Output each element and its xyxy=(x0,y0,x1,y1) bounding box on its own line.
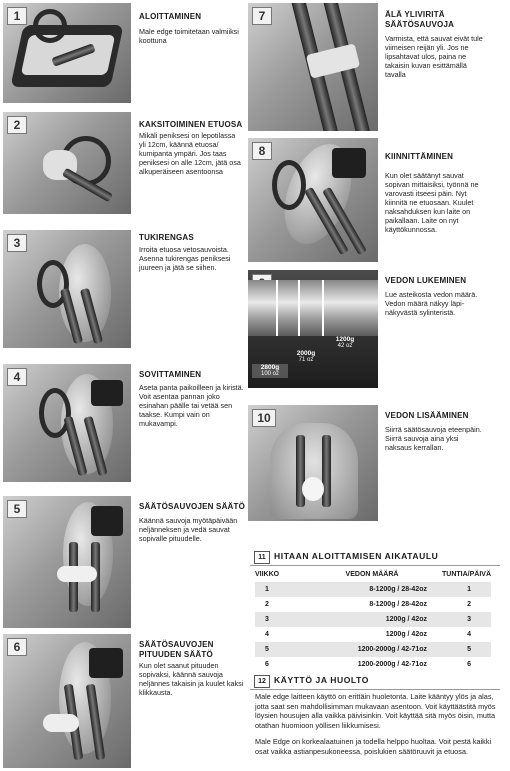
table-row: 4 1200g / 42oz 4 xyxy=(265,631,471,638)
care-title: KÄYTTÖ JA HUOLTO xyxy=(274,675,369,685)
section-number: 12 xyxy=(254,675,270,688)
step-number: 1 xyxy=(7,7,27,25)
care-paragraph-1: Male edge laitteen käyttö on erittäin huoletonta. Laite kääntyy ylös ja alas, jotta saat sen mahdollisimman mukavaan asentoon. Voit käyttäästitä myös löysien housujen alla vaikka päivisinkin. Voit käyttää sitä myös öisin, mutta otathan huomioon yöllisen liikkumisesi. xyxy=(255,692,496,730)
table-row: 2 8-1200g / 28-42oz 2 xyxy=(265,601,471,608)
divider xyxy=(250,565,500,566)
step-8-text: Kun olet säätänyt sauvat sopivan mittaisiksi, työnnä ne varovasti itseesi päin. Nyt kiinnitä ne etuosaan. Kuulet naksahduksen kun laite on paikallaan. Laite on nyt käyttökunnossa. xyxy=(385,171,479,234)
divider xyxy=(250,689,500,690)
step-6-title: SÄÄTÖSAUVOJEN PITUUDEN SÄÄTÖ xyxy=(139,640,214,659)
gauge-label-1200: 1200g 42 oz xyxy=(335,336,355,349)
header-week: VIIKKO xyxy=(255,571,280,578)
step-number: 6 xyxy=(7,638,27,656)
gauge-label-2000: 2000g 71 oz xyxy=(296,350,316,363)
schedule-title: HITAAN ALOITTAMISEN AIKATAULU xyxy=(274,551,439,561)
step-5-title: SÄÄTÖSAUVOJEN SÄÄTÖ xyxy=(139,502,246,511)
step-5-photo xyxy=(3,496,131,628)
step-3-title: TUKIRENGAS xyxy=(139,233,194,242)
step-4-text: Aseta panta paikoilleen ja kiristä. Voit asentaa pannan joko esinahan päälle tai vetää sen taakse. Kumpi vain on mukavampi. xyxy=(139,383,244,428)
step-7-text: Varmista, että sauvat eivät tule viimeisen reijän yli. Jos ne lipsahtavat ulos, paina ne takaisin kuvan esittämällä tavalla xyxy=(385,34,483,79)
step-number: 8 xyxy=(252,142,272,160)
gauge-label-2800: 2800g 100 oz xyxy=(252,364,288,378)
step-number: 5 xyxy=(7,500,27,518)
step-number: 10 xyxy=(252,409,276,427)
step-10-photo xyxy=(248,405,378,521)
step-2-text: Mikäli peniksesi on lepotilassa yli 12cm, käännä etuosa/ kumipanta ympäri. Jos taas peniksesi on alle 12cm, jätä osa alkuperäiseen asentoonsa xyxy=(139,131,241,176)
step-9-text: Lue asteikosta vedon määrä. Vedon määrä näkyy läpi- näkyvästä sylinteristä. xyxy=(385,290,478,317)
table-header-row xyxy=(255,567,491,582)
step-1-title: ALOITTAMINEN xyxy=(139,12,202,21)
step-9-photo xyxy=(248,270,378,388)
step-number: 2 xyxy=(7,116,27,134)
step-3-photo xyxy=(3,230,131,348)
step-6-photo xyxy=(3,634,131,768)
step-10-text: Siirrä säätösauvoja eteenpäin. Siirrä sauvoja aina yksi naksaus kerrallan. xyxy=(385,425,482,452)
step-number: 7 xyxy=(252,7,272,25)
header-hours: TUNTIA/PÄIVÄ xyxy=(442,571,491,578)
step-3-text: Irroita etuosa vetosauvoista. Asenna tukirengas peniksesi juureen ja jätä se siihen. xyxy=(139,245,231,272)
step-10-title: VEDON LISÄÄMINEN xyxy=(385,411,469,420)
step-2-photo xyxy=(3,112,131,214)
step-1-text: Male edge toimitetaan valmiiksi koottuna xyxy=(139,27,239,45)
step-8-title: KIINNITTÄMINEN xyxy=(385,152,454,161)
step-4-title: SOVITTAMINEN xyxy=(139,370,202,379)
step-7-title: ÄLÄ YLIVIRITÄ SÄÄTÖSAUVOJA xyxy=(385,10,455,29)
table-row: 5 1200-2000g / 42-71oz 5 xyxy=(255,642,491,657)
care-paragraph-2: Male Edge on korkealaatuinen ja todella helppo huoltaa. Voit pestä kaikki osat vaikka astianpesukoneessa, poislukien säätöruuvit ja etuosa. xyxy=(255,737,492,756)
step-4-photo xyxy=(3,364,131,482)
step-6-text: Kun olet saanut pituuden sopivaksi, käännä sauvoja neljännes takaisin ja kuulet kaksi klikkausta. xyxy=(139,661,244,697)
step-9-title: VEDON LUKEMINEN xyxy=(385,276,467,285)
step-number: 4 xyxy=(7,368,27,386)
schedule-table xyxy=(255,567,491,672)
step-5-text: Käännä sauvoja myötäpäivään neljänneksen ja vedä sauvat sopivalle pituudelle. xyxy=(139,516,238,543)
step-number: 3 xyxy=(7,234,27,252)
step-1-photo xyxy=(3,3,131,103)
section-number: 11 xyxy=(254,551,270,564)
table-row: 3 1200g / 42oz 3 xyxy=(255,612,491,627)
step-7-photo xyxy=(248,3,378,131)
table-row: 6 1200-2000g / 42-71oz 6 xyxy=(265,661,471,668)
step-8-photo xyxy=(248,138,378,262)
table-row: 1 8-1200g / 28-42oz 1 xyxy=(255,582,491,597)
step-2-title: KAKSITOIMINEN ETUOSA xyxy=(139,120,243,129)
header-amount: VEDON MÄÄRÄ xyxy=(345,571,399,578)
